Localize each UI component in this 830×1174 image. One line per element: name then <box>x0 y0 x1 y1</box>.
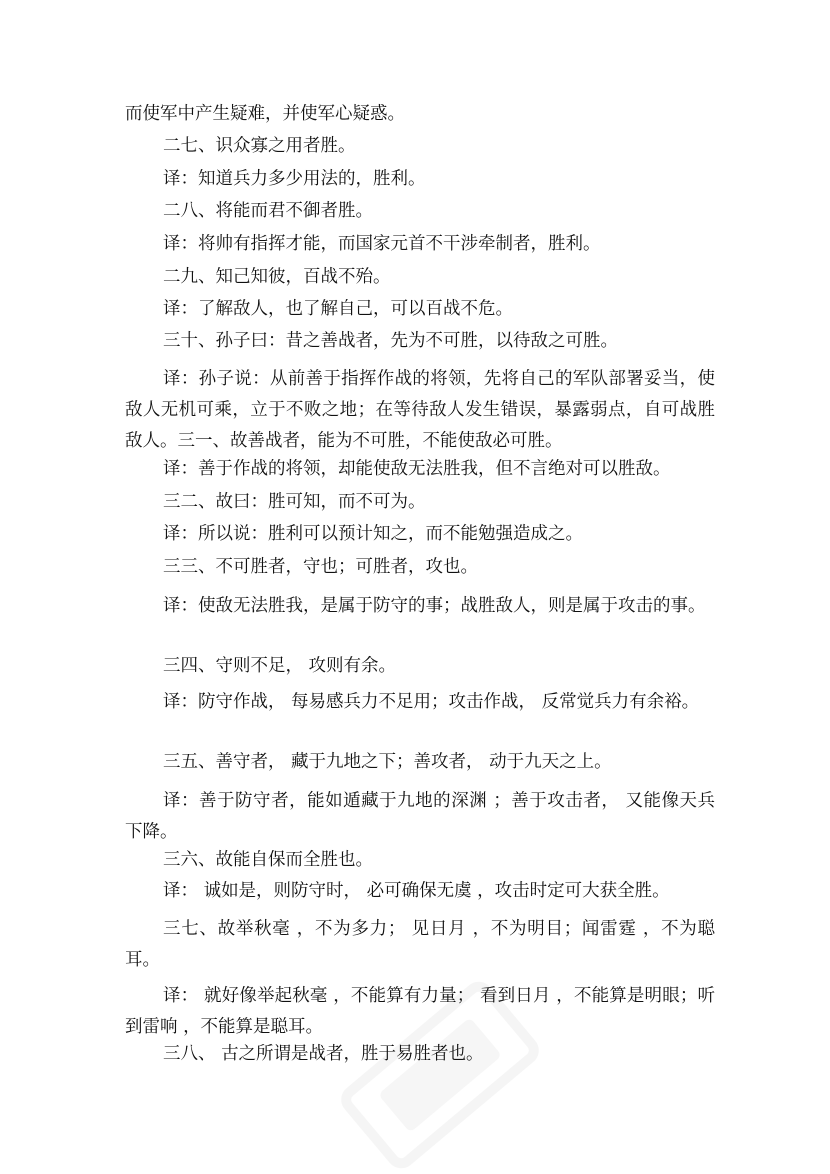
heading-line: 三五、善守者， 藏于九地之下；善攻者， 动于九天之上。 <box>163 752 612 772</box>
heading-line: 二八、将能而君不御者胜。 <box>163 201 373 221</box>
heading-paragraph: 三七、故举秋毫 ，不为多力； 见日月 ，不为明目；闻雷霆 ，不为聪耳。 <box>125 919 715 970</box>
heading-line: 三十、孙子曰：昔之善战者，先为不可胜，以待敌之可胜。 <box>163 331 618 351</box>
translation-line: 译：所以说：胜利可以预计知之，而不能勉强造成之。 <box>163 524 583 544</box>
heading-line: 三八、 古之所谓是战者，胜于易胜者也。 <box>163 1044 484 1064</box>
heading-line: 三六、故能自保而全胜也。 <box>163 850 373 870</box>
translation-paragraph: 译：孙子说：从前善于指挥作战的将领，先将自己的军队部署妥当，使敌人无机可乘，立于不败之地；在等待敌人发生错误，暴露弱点，自可战胜敌人。三一、故善战者，能为不可胜，不能使敌必可胜。 <box>125 369 715 451</box>
translation-paragraph: 译： 就好像举起秋毫 ，不能算有力量； 看到日月 ，不能算是明眼；听到雷响 ，不能算是聪耳。 <box>125 986 715 1037</box>
translation-paragraph: 译：善于防守者，能如遁藏于九地的深渊 ；善于攻击者， 又能像天兵下降。 <box>125 791 715 842</box>
translation-line: 译：将帅有指挥才能，而国家元首不干涉牵制者，胜利。 <box>163 234 601 254</box>
text-line: 而使军中产生疑难，并使军心疑惑。 <box>125 104 405 124</box>
translation-line: 译： 诚如是，则防守时， 必可确保无虞 ，攻击时定可大获全胜。 <box>163 881 670 901</box>
translation-paragraph: 译：防守作战， 每易感兵力不足用；攻击作战， 反常觉兵力有余裕。 <box>163 692 700 712</box>
heading-line: 二七、识众寡之用者胜。 <box>163 136 356 156</box>
heading-line: 三二、故曰：胜可知，而不可为。 <box>163 492 426 512</box>
translation-line: 译：善于作战的将领，却能使敌无法胜我，但不言绝对可以胜敌。 <box>163 459 671 479</box>
heading-line: 二九、知己知彼，百战不殆。 <box>163 267 391 287</box>
heading-line: 三三、不可胜者，守也；可胜者，攻也。 <box>163 557 478 577</box>
translation-paragraph: 译：使敌无法胜我，是属于防守的事；战胜敌人，则是属于攻击的事。 <box>163 596 706 616</box>
heading-line: 三四、守则不足， 攻则有余。 <box>163 656 397 676</box>
translation-line: 译：了解敌人，也了解自己，可以百战不危。 <box>163 299 513 319</box>
translation-line: 译：知道兵力多少用法的，胜利。 <box>163 169 426 189</box>
